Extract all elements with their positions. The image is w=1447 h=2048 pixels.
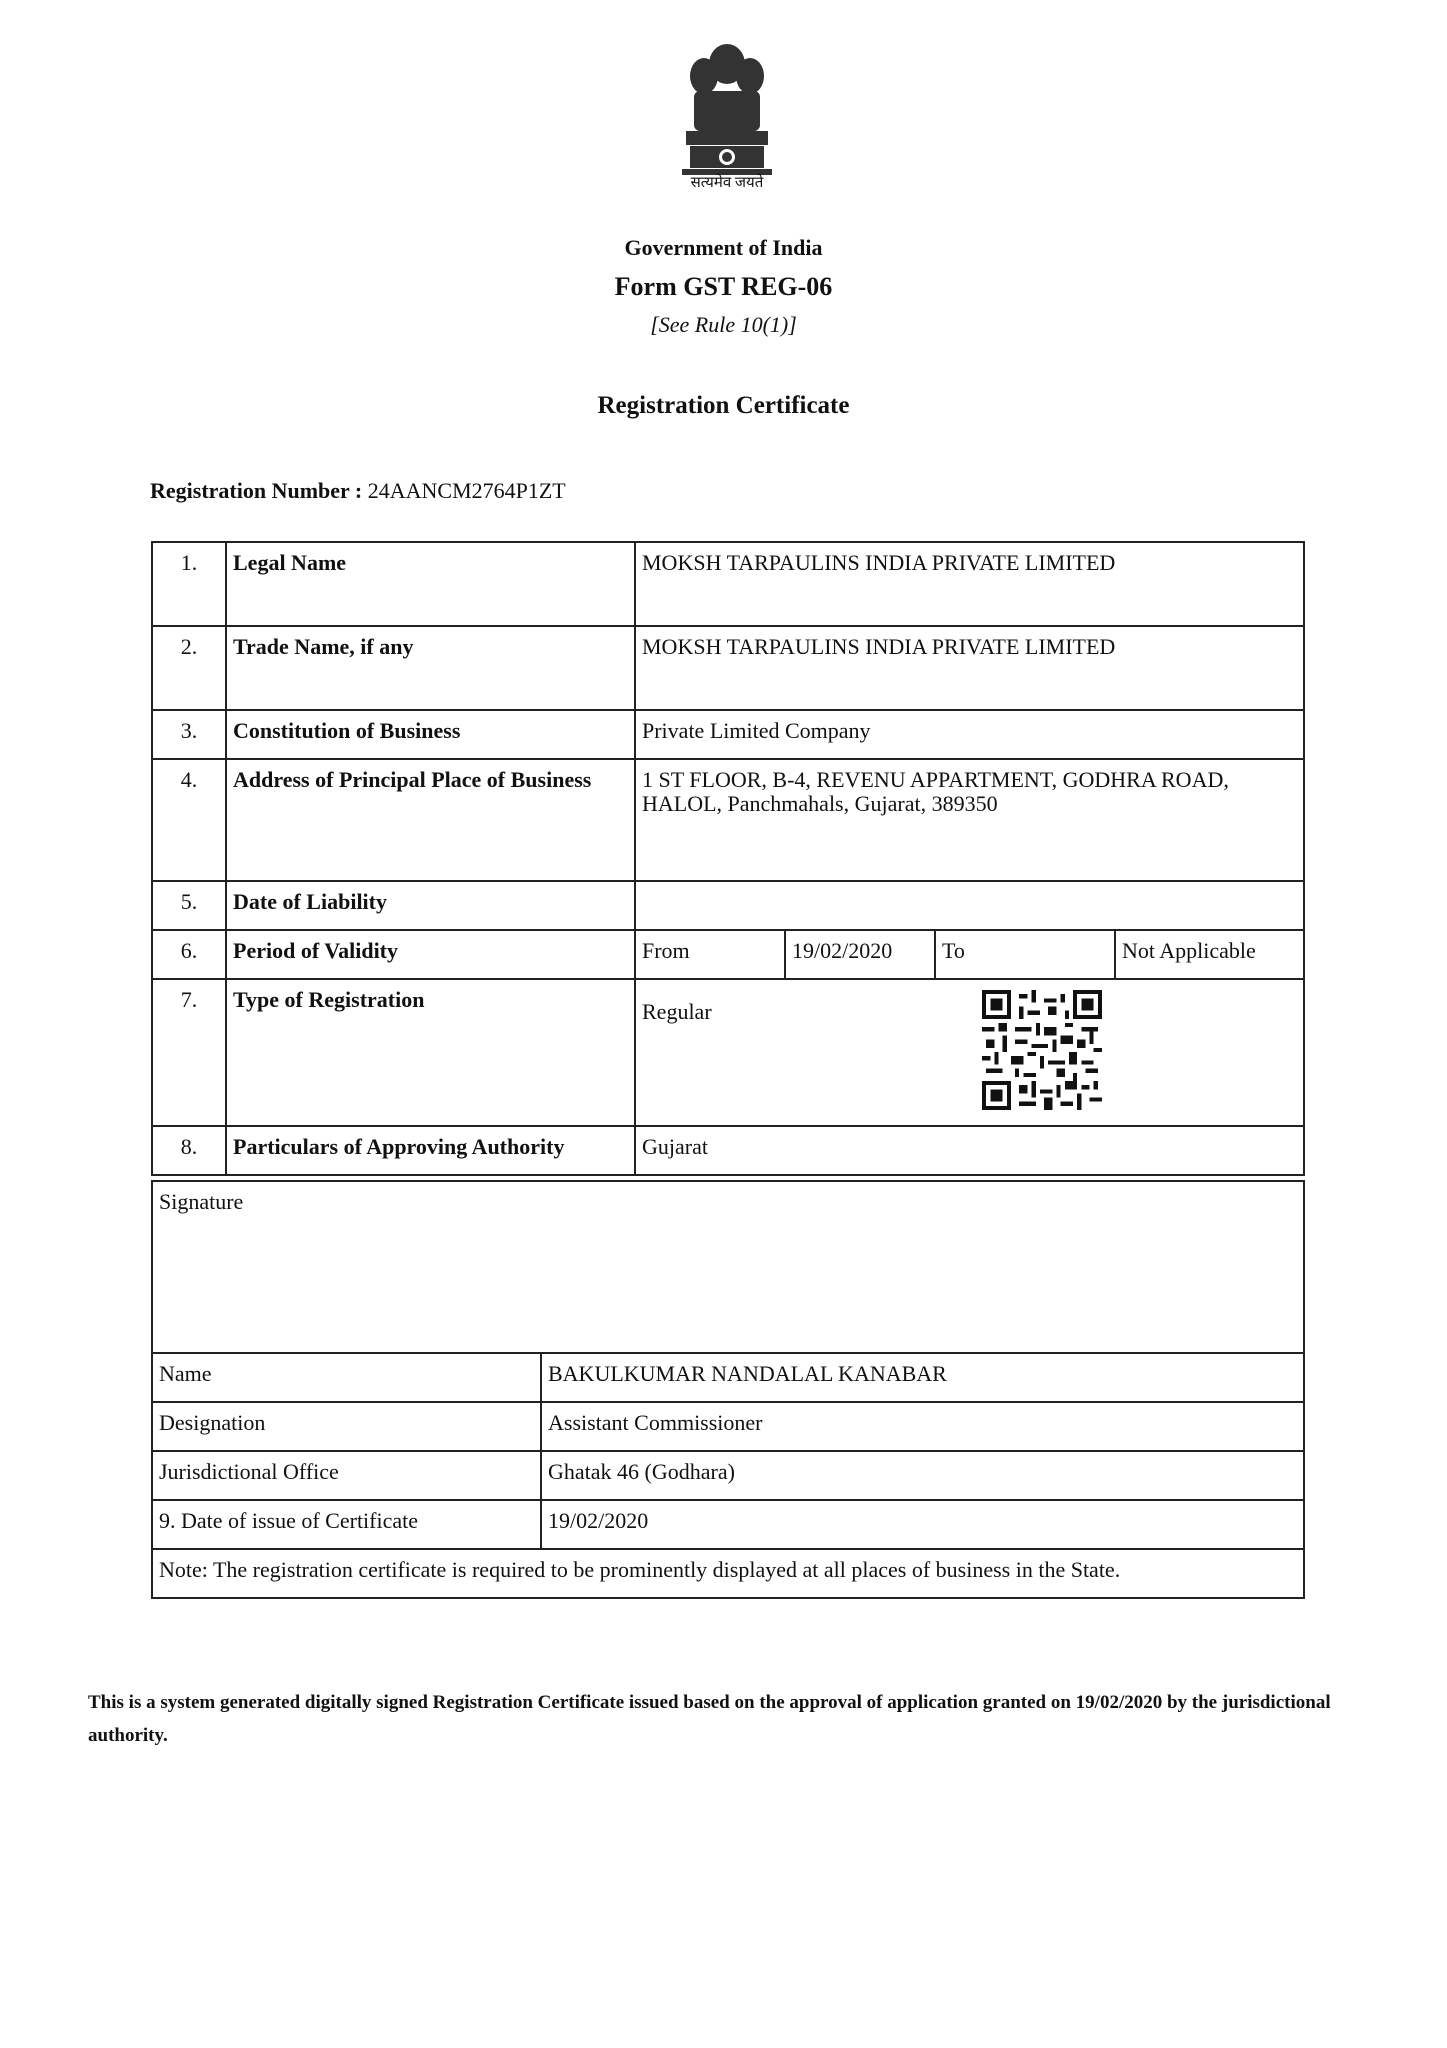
row-number: 1. bbox=[152, 542, 226, 626]
row-value: Gujarat bbox=[635, 1126, 1304, 1175]
form-title: Form GST REG-06 bbox=[614, 272, 833, 301]
signature-row bbox=[152, 1181, 1304, 1353]
validity-to-label: To bbox=[935, 930, 1115, 979]
validity-from-date: 19/02/2020 bbox=[785, 930, 935, 979]
table-row bbox=[152, 930, 1304, 979]
row-value: Private Limited Company bbox=[635, 710, 1304, 759]
table-row bbox=[152, 542, 1304, 626]
table-row bbox=[152, 1500, 1304, 1549]
row-value: 1 ST FLOOR, B-4, REVENU APPARTMENT, GODHRA ROAD, HALOL, Panchmahals, Gujarat, 389350 bbox=[635, 759, 1304, 881]
rule-reference: [See Rule 10(1)] bbox=[650, 312, 797, 337]
row-value: MOKSH TARPAULINS INDIA PRIVATE LIMITED bbox=[635, 626, 1304, 710]
row-label: Particulars of Approving Authority bbox=[226, 1126, 635, 1175]
table-row bbox=[152, 626, 1304, 710]
table-row bbox=[152, 1549, 1304, 1598]
name-label: Name bbox=[152, 1353, 541, 1402]
name-value: BAKULKUMAR NANDALAL KANABAR bbox=[541, 1353, 1304, 1402]
issue-date-value: 19/02/2020 bbox=[541, 1500, 1304, 1549]
government-heading: Government of India bbox=[624, 235, 823, 260]
row-number: 6. bbox=[152, 930, 226, 979]
table-row bbox=[152, 1402, 1304, 1451]
row-number: 2. bbox=[152, 626, 226, 710]
validity-to-date: Not Applicable bbox=[1115, 930, 1304, 979]
signature-label: Signature bbox=[152, 1181, 1304, 1353]
table-row bbox=[152, 1353, 1304, 1402]
issue-date-label: 9. Date of issue of Certificate bbox=[152, 1500, 541, 1549]
row-number: 3. bbox=[152, 710, 226, 759]
row-value bbox=[635, 881, 1304, 930]
row-label: Date of Liability bbox=[226, 881, 635, 930]
row-label: Legal Name bbox=[226, 542, 635, 626]
certificate-title: Registration Certificate bbox=[597, 392, 850, 419]
signature-table bbox=[151, 1180, 1305, 1599]
office-value: Ghatak 46 (Godhara) bbox=[541, 1451, 1304, 1500]
row-label: Constitution of Business bbox=[226, 710, 635, 759]
registration-number bbox=[150, 478, 566, 504]
registration-number-value: 24AANCM2764P1ZT bbox=[367, 478, 566, 503]
registration-type: Regular bbox=[642, 999, 712, 1024]
table-row bbox=[152, 979, 1304, 1126]
validity-from-label: From bbox=[635, 930, 785, 979]
row-number: 8. bbox=[152, 1126, 226, 1175]
row-number: 4. bbox=[152, 759, 226, 881]
designation-value: Assistant Commissioner bbox=[541, 1402, 1304, 1451]
office-label: Jurisdictional Office bbox=[152, 1451, 541, 1500]
table-row bbox=[152, 1126, 1304, 1175]
emblem-motto: सत्यमेव जयते bbox=[690, 175, 764, 191]
table-row bbox=[152, 1451, 1304, 1500]
table-row bbox=[152, 881, 1304, 930]
table-row bbox=[152, 759, 1304, 881]
row-label: Address of Principal Place of Business bbox=[226, 759, 635, 881]
row-value: MOKSH TARPAULINS INDIA PRIVATE LIMITED bbox=[635, 542, 1304, 626]
row-label: Trade Name, if any bbox=[226, 626, 635, 710]
row-number: 7. bbox=[152, 979, 226, 1126]
row-label: Period of Validity bbox=[226, 930, 635, 979]
row-value bbox=[635, 979, 1304, 1126]
display-note: Note: The registration certificate is required to be prominently displayed at all places of business in the State. bbox=[152, 1549, 1304, 1598]
registration-details-table bbox=[151, 541, 1305, 1176]
row-number: 5. bbox=[152, 881, 226, 930]
footer-note: This is a system generated digitally signed Registration Certificate issued based on the approval of application granted on 19/02/2020 by the jurisdictional authority. bbox=[88, 1692, 1331, 1746]
qr-code-icon bbox=[982, 990, 1102, 1110]
registration-number-label: Registration Number : bbox=[150, 478, 363, 503]
row-label: Type of Registration bbox=[226, 979, 635, 1126]
table-row bbox=[152, 710, 1304, 759]
designation-label: Designation bbox=[152, 1402, 541, 1451]
